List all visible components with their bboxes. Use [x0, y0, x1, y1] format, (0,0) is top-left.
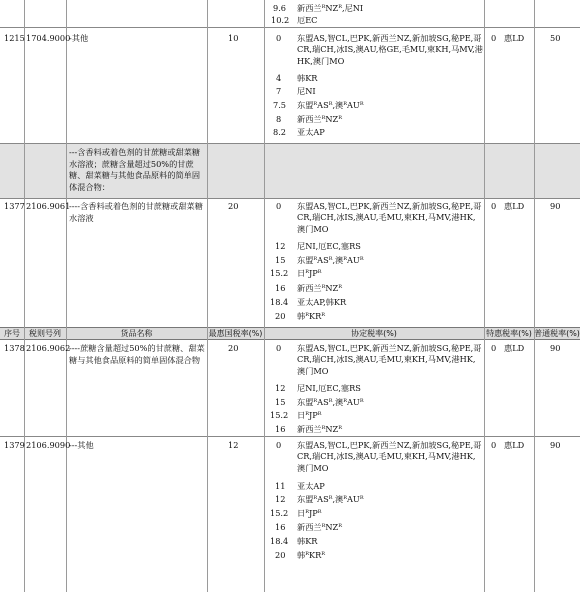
column-divider [534, 0, 535, 592]
rate-value: 11 [275, 481, 286, 491]
rate-value: 10.2 [271, 15, 290, 25]
rate-value: 15 [275, 397, 286, 407]
rate-value: 12 [275, 383, 286, 393]
general-rate: 90 [550, 343, 561, 353]
special-rate: 0 [491, 201, 497, 211]
row-code: 2106.9090 [26, 440, 71, 450]
column-divider [484, 0, 485, 592]
special-rate: 0 [491, 33, 497, 43]
row-name: ----蔗糖含量超过50%的甘蔗糖、甜菜糖与其他食品原料的简单固体混合物 [69, 343, 205, 365]
rate-value: 0 [276, 201, 282, 211]
rate-partners: 韩$^RKR^R$ [297, 550, 326, 560]
row-seq: 1378 [4, 343, 25, 353]
rate-partners: 新西兰$^RNZ^R$ [297, 522, 342, 532]
rate-partners: 尼NI [297, 86, 316, 96]
row-divider [0, 143, 580, 144]
general-rate: 90 [550, 440, 561, 450]
header-general: 普通税率(%) [534, 329, 580, 338]
special-label: 惠LD [504, 33, 525, 43]
rate-partners: 日$^RJP^R$ [297, 410, 322, 420]
rate-value: 18.4 [270, 297, 289, 307]
rate-partners: 东盟$^RAS^R$,澳$^RAU^R$ [297, 397, 364, 407]
rate-value: 0 [276, 343, 282, 353]
rate-partners: 东盟AS,智CL,巴PK,新西兰NZ,新加坡SG,秘PE,哥CR,瑞CH,冰IS,澳AU,格GE,毛MU,柬KH,马MV,港HK,澳门MO [297, 33, 483, 66]
rate-partners: 东盟AS,智CL,巴PK,新西兰NZ,新加坡SG,秘PE,哥CR,瑞CH,冰IS,澳AU,毛MU,柬KH,马MV,港HK,澳门MO [297, 343, 482, 376]
rate-partners: 东盟AS,智CL,巴PK,新西兰NZ,新加坡SG,秘PE,哥CR,瑞CH,冰IS,澳AU,毛MU,柬KH,马MV,港HK,澳门MO [297, 440, 482, 473]
rate-value: 20 [275, 311, 286, 321]
rate-value: 16 [275, 283, 286, 293]
header-name: 货品名称 [120, 329, 153, 338]
row-divider [0, 436, 580, 437]
row-mfn: 12 [228, 440, 239, 450]
general-rate: 50 [550, 33, 561, 43]
rate-partners: 东盟$^RAS^R$,澳$^RAU^R$ [297, 255, 364, 265]
rate-value: 7 [276, 86, 282, 96]
rate-value: 15.2 [270, 508, 289, 518]
header-agree: 协定税率(%) [351, 329, 397, 338]
row-seq: 1215 [4, 33, 25, 43]
row-code: 2106.9061 [26, 201, 71, 211]
special-label: 惠LD [504, 201, 525, 211]
rate-partners: 尼NI,厄EC,塞RS [297, 383, 361, 393]
row-name: -其他 [69, 33, 89, 43]
rate-value: 0 [276, 440, 282, 450]
rate-partners: 新西兰$^RNZ^R$ [297, 424, 342, 434]
header-mfn: 最惠国税率(%) [208, 329, 263, 338]
rate-value: 4 [276, 73, 282, 83]
rate-value: 18.4 [270, 536, 289, 546]
rate-partners: 尼NI,厄EC,塞RS [297, 241, 361, 251]
row-seq: 1377 [4, 201, 25, 211]
row-divider [0, 198, 580, 199]
rate-value: 15 [275, 255, 286, 265]
row-mfn: 10 [228, 33, 239, 43]
rate-partners: 韩KR [297, 73, 318, 83]
rate-partners: 日$^RJP^R$ [297, 268, 322, 278]
row-mfn: 20 [228, 201, 239, 211]
rate-partners: 新西兰$^RNZ^R$ [297, 283, 342, 293]
rate-partners: 东盟$^RAS^R$,澳$^RAU^R$ [297, 494, 364, 504]
rate-value: 8 [276, 114, 282, 124]
rate-value: 15.2 [270, 410, 289, 420]
row-name: ---其他 [69, 440, 94, 450]
special-rate: 0 [491, 440, 497, 450]
rate-partners: 新西兰$^RNZ^R$,尼NI [297, 3, 364, 13]
special-label: 惠LD [504, 343, 525, 353]
row-name: ----含香料或着色剂的甘蔗糖或甜菜糖水溶液 [69, 201, 203, 223]
row-mfn: 20 [228, 343, 239, 353]
header-code: 税则号列 [29, 329, 61, 338]
rate-value: 15.2 [270, 268, 289, 278]
row-divider [0, 27, 580, 28]
rate-partners: 东盟$^RAS^R$,澳$^RAU^R$ [297, 100, 364, 110]
row-code: 2106.9062 [26, 343, 71, 353]
column-divider [24, 0, 25, 592]
column-divider [264, 0, 265, 592]
special-rate: 0 [491, 343, 497, 353]
rate-value: 7.5 [273, 100, 287, 110]
rate-value: 16 [275, 424, 286, 434]
rate-value: 12 [275, 241, 286, 251]
header-seq: 序号 [4, 329, 20, 338]
rate-partners: 新西兰$^RNZ^R$ [297, 114, 342, 124]
rate-partners: 东盟AS,智CL,巴PK,新西兰NZ,新加坡SG,秘PE,哥CR,瑞CH,冰IS,澳AU,毛MU,柬KH,马MV,港HK,澳门MO [297, 201, 482, 234]
rate-value: 16 [275, 522, 286, 532]
rate-value: 0 [276, 33, 282, 43]
column-divider [66, 0, 67, 592]
rate-value: 12 [275, 494, 286, 504]
row-seq: 1379 [4, 440, 25, 450]
rate-value: 8.2 [273, 127, 287, 137]
header-special: 特惠税率(%) [486, 329, 532, 338]
general-rate: 90 [550, 201, 561, 211]
rate-partners: 日$^RJP^R$ [297, 508, 322, 518]
rate-partners: 厄EC [297, 15, 318, 25]
rate-partners: 韩$^RKR^R$ [297, 311, 326, 321]
rate-value: 20 [275, 550, 286, 560]
rate-partners: 亚太AP [297, 481, 325, 491]
rate-partners: 亚太AP [297, 127, 325, 137]
rate-partners: 韩KR [297, 536, 318, 546]
rate-value: 9.6 [273, 3, 287, 13]
row-code: 1704.9000 [26, 33, 71, 43]
rate-partners: 亚太AP,韩KR [297, 297, 347, 307]
column-divider [207, 0, 208, 592]
special-label: 惠LD [504, 440, 525, 450]
group-description: ---含香料或着色剂的甘蔗糖或甜菜糖水溶液；蔗糖含量超过50%的甘蔗糖、甜菜糖与其他食品原料的简单固体混合物： [69, 147, 201, 192]
